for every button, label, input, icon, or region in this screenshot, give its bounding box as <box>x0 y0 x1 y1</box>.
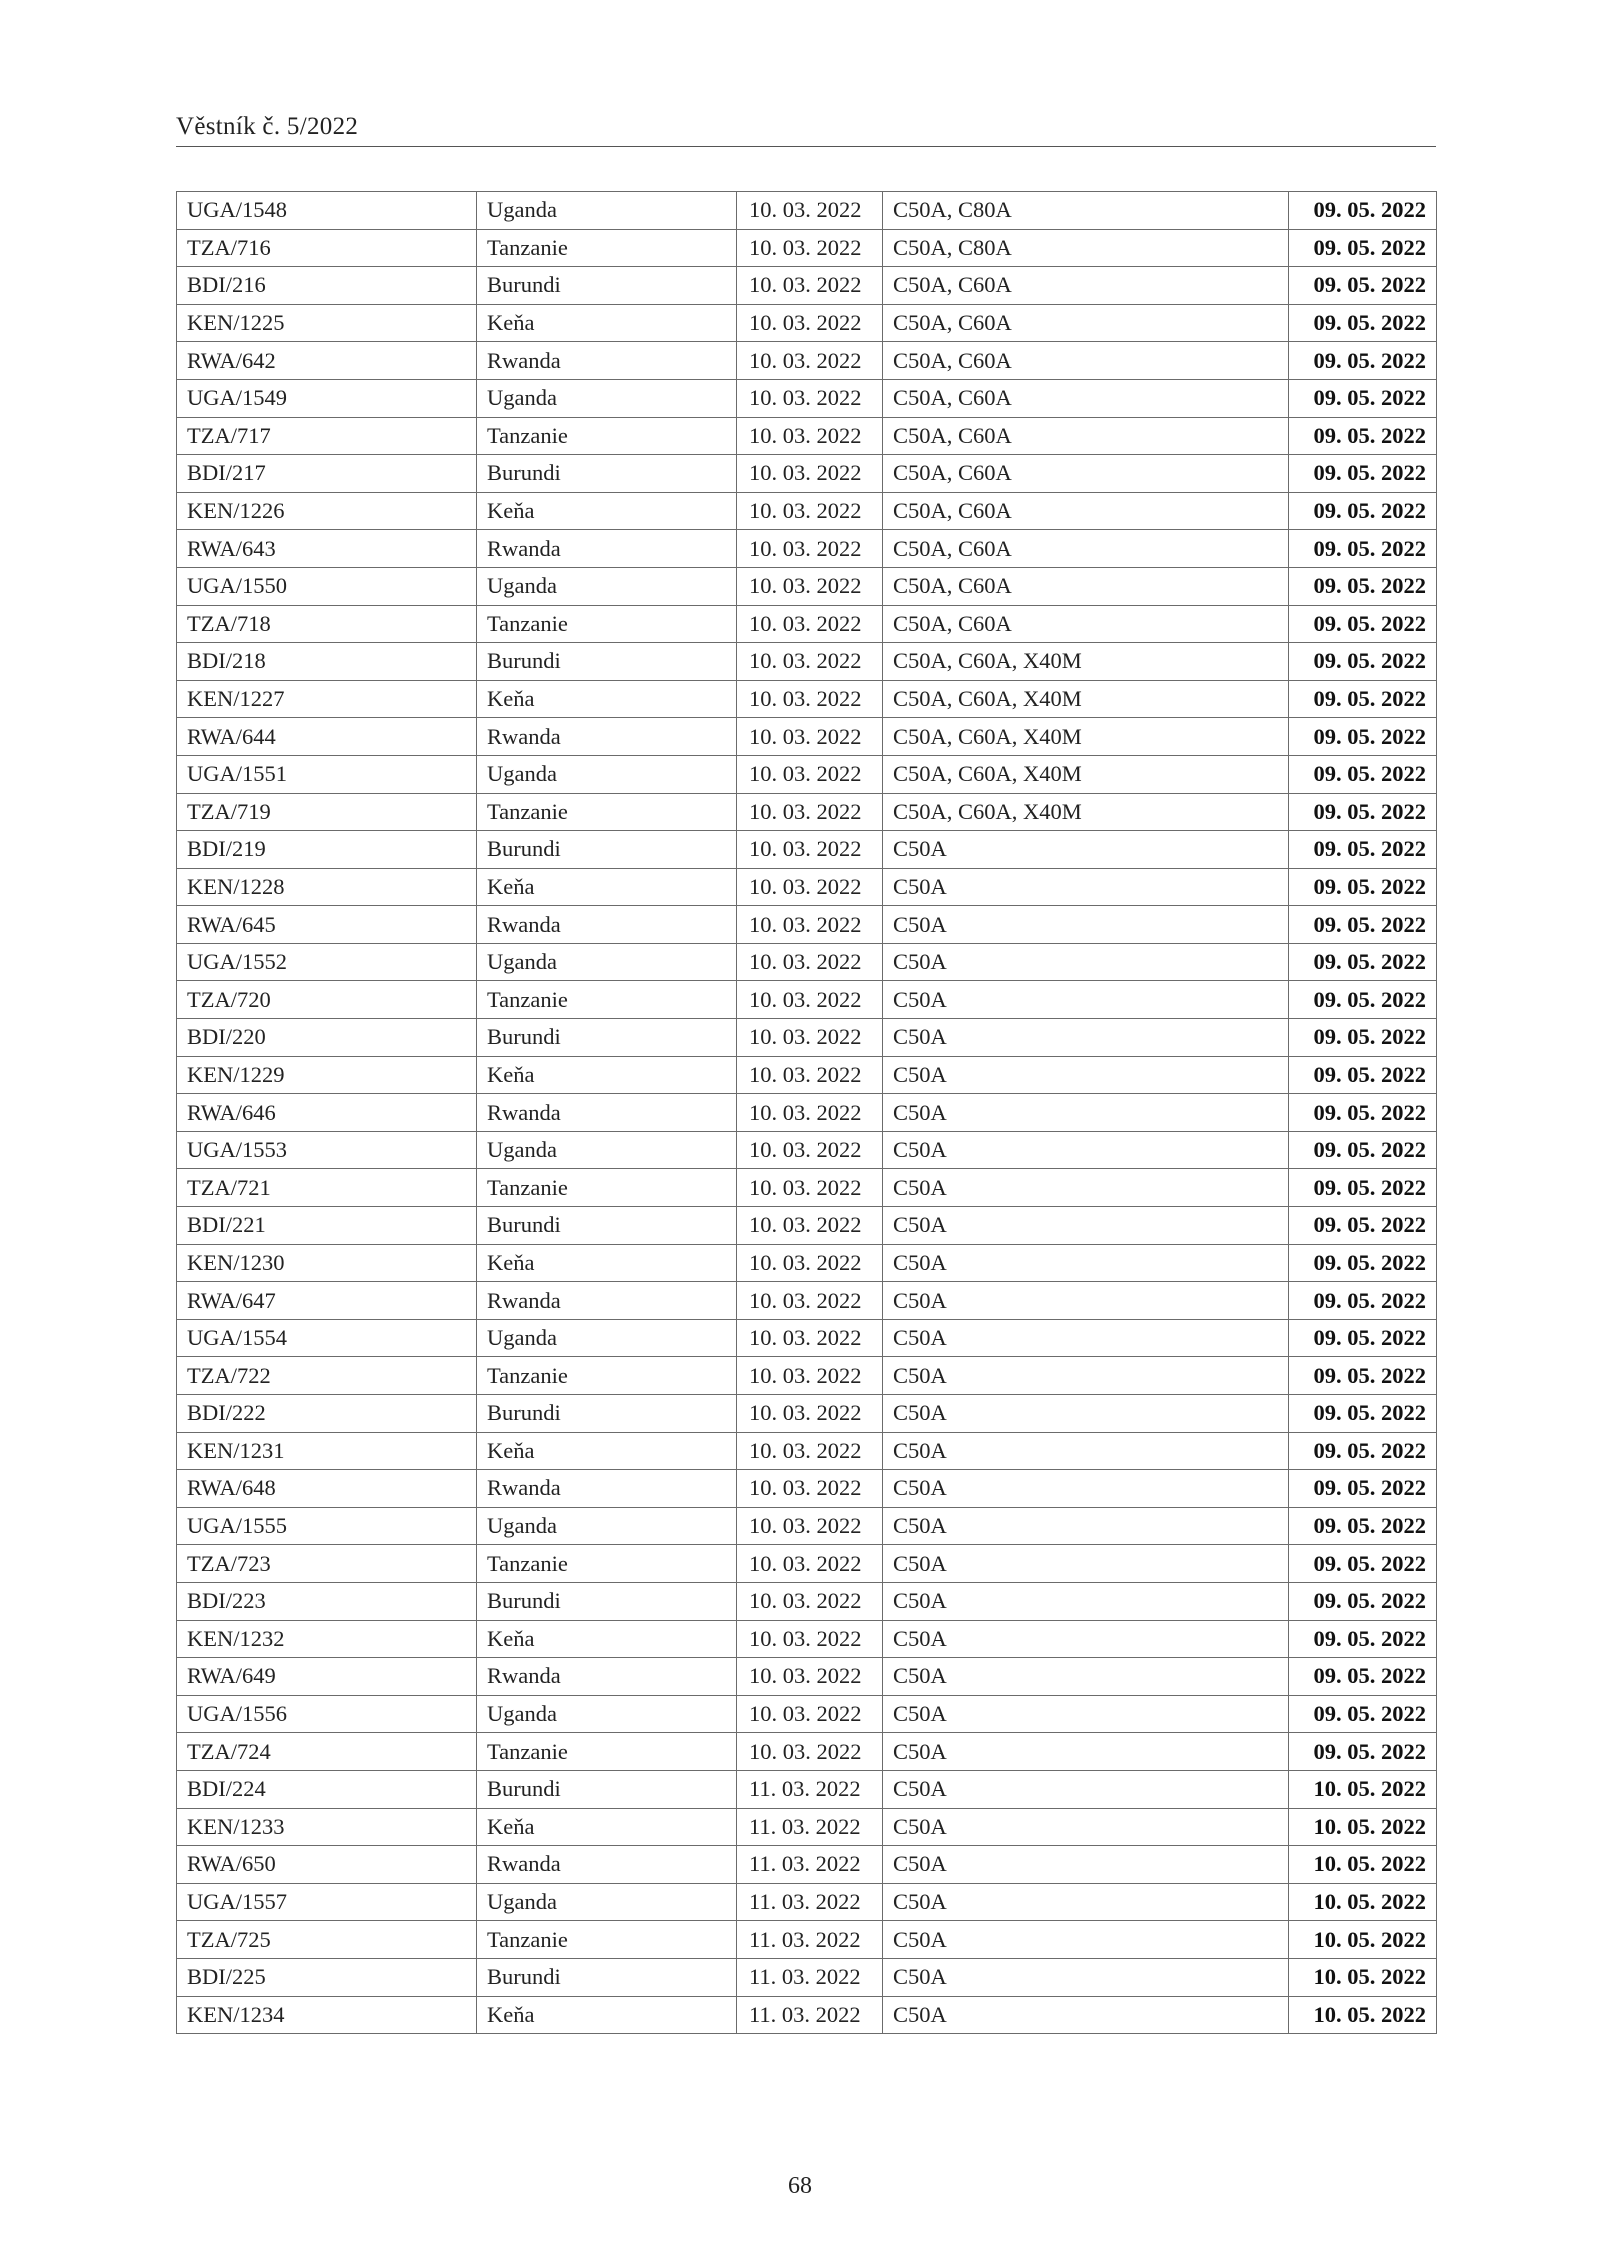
cell-country: Tanzanie <box>477 605 737 643</box>
cell-id: KEN/1225 <box>177 304 477 342</box>
cell-date: 10. 03. 2022 <box>737 1319 883 1357</box>
cell-id: TZA/724 <box>177 1733 477 1771</box>
cell-expiry: 09. 05. 2022 <box>1289 1658 1437 1696</box>
cell-country: Uganda <box>477 567 737 605</box>
table-row <box>177 1733 1437 1771</box>
cell-date: 10. 03. 2022 <box>737 267 883 305</box>
cell-codes: C50A <box>883 1094 1289 1132</box>
cell-country: Uganda <box>477 192 737 230</box>
cell-date: 10. 03. 2022 <box>737 1019 883 1057</box>
cell-country: Tanzanie <box>477 1545 737 1583</box>
cell-codes: C50A, C60A, X40M <box>883 680 1289 718</box>
records-table-body <box>177 192 1437 2034</box>
cell-country: Keňa <box>477 868 737 906</box>
cell-codes: C50A <box>883 1244 1289 1282</box>
cell-country: Keňa <box>477 1432 737 1470</box>
cell-codes: C50A <box>883 1207 1289 1245</box>
cell-expiry: 09. 05. 2022 <box>1289 1733 1437 1771</box>
cell-expiry: 09. 05. 2022 <box>1289 1695 1437 1733</box>
cell-codes: C50A <box>883 1883 1289 1921</box>
cell-codes: C50A <box>883 1846 1289 1884</box>
cell-id: UGA/1557 <box>177 1883 477 1921</box>
cell-codes: C50A <box>883 1432 1289 1470</box>
cell-id: BDI/222 <box>177 1395 477 1433</box>
cell-id: RWA/648 <box>177 1470 477 1508</box>
cell-id: BDI/221 <box>177 1207 477 1245</box>
table-row <box>177 492 1437 530</box>
cell-codes: C50A <box>883 1996 1289 2034</box>
page-number: 68 <box>788 2173 812 2199</box>
cell-expiry: 09. 05. 2022 <box>1289 267 1437 305</box>
cell-id: RWA/645 <box>177 906 477 944</box>
table-row <box>177 1282 1437 1320</box>
cell-codes: C50A, C60A <box>883 267 1289 305</box>
cell-date: 10. 03. 2022 <box>737 943 883 981</box>
cell-country: Tanzanie <box>477 793 737 831</box>
cell-date: 10. 03. 2022 <box>737 1507 883 1545</box>
cell-expiry: 09. 05. 2022 <box>1289 1319 1437 1357</box>
cell-country: Uganda <box>477 755 737 793</box>
cell-date: 10. 03. 2022 <box>737 605 883 643</box>
cell-country: Burundi <box>477 1207 737 1245</box>
table-row <box>177 1770 1437 1808</box>
cell-country: Rwanda <box>477 342 737 380</box>
cell-expiry: 09. 05. 2022 <box>1289 1470 1437 1508</box>
cell-id: UGA/1548 <box>177 192 477 230</box>
cell-date: 10. 03. 2022 <box>737 192 883 230</box>
table-row <box>177 1432 1437 1470</box>
cell-codes: C50A, C60A <box>883 417 1289 455</box>
table-row <box>177 831 1437 869</box>
cell-date: 10. 03. 2022 <box>737 680 883 718</box>
cell-country: Burundi <box>477 455 737 493</box>
cell-expiry: 09. 05. 2022 <box>1289 1019 1437 1057</box>
table-row <box>177 718 1437 756</box>
table-row <box>177 1395 1437 1433</box>
cell-date: 10. 03. 2022 <box>737 1733 883 1771</box>
cell-id: BDI/219 <box>177 831 477 869</box>
cell-country: Uganda <box>477 1131 737 1169</box>
cell-country: Rwanda <box>477 1282 737 1320</box>
cell-id: TZA/719 <box>177 793 477 831</box>
cell-codes: C50A <box>883 1658 1289 1696</box>
records-table <box>176 191 1437 2034</box>
cell-country: Keňa <box>477 1056 737 1094</box>
cell-date: 10. 03. 2022 <box>737 643 883 681</box>
cell-expiry: 09. 05. 2022 <box>1289 1282 1437 1320</box>
cell-expiry: 09. 05. 2022 <box>1289 1357 1437 1395</box>
table-row <box>177 229 1437 267</box>
cell-expiry: 09. 05. 2022 <box>1289 492 1437 530</box>
cell-id: BDI/217 <box>177 455 477 493</box>
cell-expiry: 09. 05. 2022 <box>1289 567 1437 605</box>
cell-date: 10. 03. 2022 <box>737 417 883 455</box>
table-row <box>177 1846 1437 1884</box>
cell-date: 10. 03. 2022 <box>737 793 883 831</box>
cell-country: Tanzanie <box>477 1169 737 1207</box>
cell-country: Uganda <box>477 379 737 417</box>
cell-date: 11. 03. 2022 <box>737 1958 883 1996</box>
cell-expiry: 09. 05. 2022 <box>1289 1432 1437 1470</box>
cell-codes: C50A, C60A <box>883 567 1289 605</box>
cell-date: 10. 03. 2022 <box>737 1695 883 1733</box>
cell-date: 10. 03. 2022 <box>737 1470 883 1508</box>
cell-country: Keňa <box>477 1996 737 2034</box>
cell-codes: C50A <box>883 1582 1289 1620</box>
cell-expiry: 09. 05. 2022 <box>1289 680 1437 718</box>
cell-country: Burundi <box>477 831 737 869</box>
table-row <box>177 417 1437 455</box>
cell-date: 10. 03. 2022 <box>737 831 883 869</box>
cell-expiry: 09. 05. 2022 <box>1289 868 1437 906</box>
cell-date: 11. 03. 2022 <box>737 1770 883 1808</box>
cell-codes: C50A <box>883 1695 1289 1733</box>
cell-expiry: 09. 05. 2022 <box>1289 379 1437 417</box>
cell-codes: C50A <box>883 868 1289 906</box>
cell-id: UGA/1550 <box>177 567 477 605</box>
cell-date: 10. 03. 2022 <box>737 530 883 568</box>
cell-expiry: 09. 05. 2022 <box>1289 1056 1437 1094</box>
cell-id: KEN/1233 <box>177 1808 477 1846</box>
cell-country: Tanzanie <box>477 1733 737 1771</box>
cell-codes: C50A <box>883 1620 1289 1658</box>
cell-date: 10. 03. 2022 <box>737 455 883 493</box>
table-row <box>177 1169 1437 1207</box>
cell-id: TZA/725 <box>177 1921 477 1959</box>
table-row <box>177 267 1437 305</box>
table-row <box>177 304 1437 342</box>
table-row <box>177 1319 1437 1357</box>
cell-date: 10. 03. 2022 <box>737 1169 883 1207</box>
cell-date: 10. 03. 2022 <box>737 1094 883 1132</box>
cell-id: KEN/1231 <box>177 1432 477 1470</box>
cell-expiry: 09. 05. 2022 <box>1289 1395 1437 1433</box>
cell-id: BDI/223 <box>177 1582 477 1620</box>
cell-expiry: 10. 05. 2022 <box>1289 1883 1437 1921</box>
cell-codes: C50A, C60A <box>883 342 1289 380</box>
cell-date: 10. 03. 2022 <box>737 229 883 267</box>
cell-expiry: 10. 05. 2022 <box>1289 1958 1437 1996</box>
cell-codes: C50A <box>883 1470 1289 1508</box>
cell-expiry: 09. 05. 2022 <box>1289 793 1437 831</box>
cell-country: Burundi <box>477 1770 737 1808</box>
cell-expiry: 09. 05. 2022 <box>1289 643 1437 681</box>
cell-country: Tanzanie <box>477 1921 737 1959</box>
cell-codes: C50A <box>883 1282 1289 1320</box>
cell-expiry: 09. 05. 2022 <box>1289 906 1437 944</box>
cell-date: 10. 03. 2022 <box>737 342 883 380</box>
table-row <box>177 981 1437 1019</box>
cell-codes: C50A <box>883 906 1289 944</box>
cell-date: 10. 03. 2022 <box>737 492 883 530</box>
cell-expiry: 09. 05. 2022 <box>1289 1131 1437 1169</box>
cell-country: Keňa <box>477 304 737 342</box>
cell-date: 10. 03. 2022 <box>737 1357 883 1395</box>
cell-codes: C50A <box>883 1019 1289 1057</box>
cell-date: 10. 03. 2022 <box>737 1207 883 1245</box>
cell-id: RWA/643 <box>177 530 477 568</box>
cell-codes: C50A, C60A, X40M <box>883 718 1289 756</box>
cell-codes: C50A <box>883 1357 1289 1395</box>
cell-codes: C50A, C60A, X40M <box>883 755 1289 793</box>
cell-date: 10. 03. 2022 <box>737 1282 883 1320</box>
cell-date: 11. 03. 2022 <box>737 1921 883 1959</box>
cell-country: Burundi <box>477 1019 737 1057</box>
cell-id: RWA/647 <box>177 1282 477 1320</box>
cell-id: KEN/1230 <box>177 1244 477 1282</box>
cell-date: 10. 03. 2022 <box>737 1620 883 1658</box>
cell-codes: C50A <box>883 1056 1289 1094</box>
table-row <box>177 605 1437 643</box>
cell-country: Keňa <box>477 680 737 718</box>
cell-expiry: 09. 05. 2022 <box>1289 943 1437 981</box>
cell-id: TZA/716 <box>177 229 477 267</box>
cell-date: 11. 03. 2022 <box>737 1808 883 1846</box>
cell-id: TZA/723 <box>177 1545 477 1583</box>
cell-codes: C50A, C80A <box>883 192 1289 230</box>
table-row <box>177 1244 1437 1282</box>
cell-codes: C50A, C60A <box>883 379 1289 417</box>
table-row <box>177 1921 1437 1959</box>
cell-id: BDI/218 <box>177 643 477 681</box>
cell-id: UGA/1553 <box>177 1131 477 1169</box>
cell-date: 11. 03. 2022 <box>737 1846 883 1884</box>
cell-expiry: 09. 05. 2022 <box>1289 981 1437 1019</box>
cell-expiry: 09. 05. 2022 <box>1289 417 1437 455</box>
cell-id: RWA/650 <box>177 1846 477 1884</box>
cell-id: TZA/722 <box>177 1357 477 1395</box>
cell-codes: C50A <box>883 831 1289 869</box>
cell-country: Uganda <box>477 1883 737 1921</box>
cell-codes: C50A, C60A <box>883 304 1289 342</box>
table-row <box>177 943 1437 981</box>
cell-country: Tanzanie <box>477 417 737 455</box>
cell-country: Burundi <box>477 1582 737 1620</box>
cell-id: UGA/1556 <box>177 1695 477 1733</box>
cell-id: TZA/720 <box>177 981 477 1019</box>
table-row <box>177 1695 1437 1733</box>
cell-codes: C50A <box>883 1319 1289 1357</box>
table-row <box>177 1545 1437 1583</box>
cell-codes: C50A, C60A, X40M <box>883 643 1289 681</box>
cell-id: BDI/224 <box>177 1770 477 1808</box>
table-row <box>177 567 1437 605</box>
cell-expiry: 09. 05. 2022 <box>1289 1169 1437 1207</box>
table-row <box>177 1658 1437 1696</box>
cell-expiry: 10. 05. 2022 <box>1289 1996 1437 2034</box>
cell-date: 10. 03. 2022 <box>737 1131 883 1169</box>
cell-expiry: 09. 05. 2022 <box>1289 1094 1437 1132</box>
cell-expiry: 09. 05. 2022 <box>1289 831 1437 869</box>
cell-codes: C50A <box>883 1169 1289 1207</box>
table-row <box>177 192 1437 230</box>
cell-date: 11. 03. 2022 <box>737 1996 883 2034</box>
table-row <box>177 1582 1437 1620</box>
cell-country: Keňa <box>477 1244 737 1282</box>
cell-country: Uganda <box>477 1695 737 1733</box>
table-row <box>177 1357 1437 1395</box>
cell-expiry: 10. 05. 2022 <box>1289 1846 1437 1884</box>
cell-id: BDI/220 <box>177 1019 477 1057</box>
cell-date: 10. 03. 2022 <box>737 906 883 944</box>
table-row <box>177 906 1437 944</box>
table-row <box>177 1883 1437 1921</box>
cell-codes: C50A, C80A <box>883 229 1289 267</box>
cell-expiry: 09. 05. 2022 <box>1289 605 1437 643</box>
cell-country: Tanzanie <box>477 981 737 1019</box>
cell-codes: C50A, C60A, X40M <box>883 793 1289 831</box>
table-row <box>177 379 1437 417</box>
cell-codes: C50A, C60A <box>883 455 1289 493</box>
cell-id: KEN/1232 <box>177 1620 477 1658</box>
cell-codes: C50A <box>883 1507 1289 1545</box>
cell-id: RWA/642 <box>177 342 477 380</box>
cell-id: TZA/717 <box>177 417 477 455</box>
table-row <box>177 643 1437 681</box>
cell-codes: C50A <box>883 1808 1289 1846</box>
cell-id: TZA/718 <box>177 605 477 643</box>
cell-country: Uganda <box>477 1319 737 1357</box>
cell-expiry: 09. 05. 2022 <box>1289 530 1437 568</box>
table-row <box>177 1507 1437 1545</box>
cell-country: Burundi <box>477 267 737 305</box>
cell-country: Uganda <box>477 943 737 981</box>
cell-codes: C50A, C60A <box>883 492 1289 530</box>
cell-country: Burundi <box>477 1958 737 1996</box>
table-row <box>177 1470 1437 1508</box>
cell-codes: C50A <box>883 943 1289 981</box>
cell-codes: C50A <box>883 1921 1289 1959</box>
table-row <box>177 1019 1437 1057</box>
cell-expiry: 09. 05. 2022 <box>1289 718 1437 756</box>
table-row <box>177 1996 1437 2034</box>
cell-expiry: 09. 05. 2022 <box>1289 1507 1437 1545</box>
page-title: Věstník č. 5/2022 <box>176 113 359 140</box>
cell-codes: C50A <box>883 1545 1289 1583</box>
cell-country: Rwanda <box>477 1470 737 1508</box>
table-row <box>177 1056 1437 1094</box>
cell-id: KEN/1226 <box>177 492 477 530</box>
cell-date: 10. 03. 2022 <box>737 1582 883 1620</box>
table-row <box>177 1094 1437 1132</box>
cell-codes: C50A, C60A <box>883 605 1289 643</box>
table-row <box>177 455 1437 493</box>
cell-expiry: 09. 05. 2022 <box>1289 1582 1437 1620</box>
cell-codes: C50A <box>883 1770 1289 1808</box>
cell-date: 10. 03. 2022 <box>737 379 883 417</box>
cell-id: RWA/644 <box>177 718 477 756</box>
cell-country: Tanzanie <box>477 229 737 267</box>
cell-date: 11. 03. 2022 <box>737 1883 883 1921</box>
cell-expiry: 09. 05. 2022 <box>1289 1207 1437 1245</box>
cell-country: Rwanda <box>477 718 737 756</box>
cell-codes: C50A <box>883 1131 1289 1169</box>
cell-country: Rwanda <box>477 1846 737 1884</box>
table-row <box>177 1207 1437 1245</box>
table-row <box>177 1958 1437 1996</box>
cell-id: RWA/649 <box>177 1658 477 1696</box>
cell-id: RWA/646 <box>177 1094 477 1132</box>
cell-codes: C50A <box>883 981 1289 1019</box>
cell-id: UGA/1555 <box>177 1507 477 1545</box>
cell-date: 10. 03. 2022 <box>737 567 883 605</box>
cell-country: Rwanda <box>477 530 737 568</box>
cell-expiry: 09. 05. 2022 <box>1289 229 1437 267</box>
table-row <box>177 1131 1437 1169</box>
cell-country: Keňa <box>477 1808 737 1846</box>
cell-id: KEN/1228 <box>177 868 477 906</box>
cell-id: BDI/216 <box>177 267 477 305</box>
cell-date: 10. 03. 2022 <box>737 868 883 906</box>
cell-country: Tanzanie <box>477 1357 737 1395</box>
cell-expiry: 10. 05. 2022 <box>1289 1808 1437 1846</box>
cell-date: 10. 03. 2022 <box>737 1658 883 1696</box>
cell-codes: C50A, C60A <box>883 530 1289 568</box>
cell-id: UGA/1552 <box>177 943 477 981</box>
table-row <box>177 793 1437 831</box>
cell-id: UGA/1554 <box>177 1319 477 1357</box>
cell-country: Keňa <box>477 492 737 530</box>
cell-id: TZA/721 <box>177 1169 477 1207</box>
cell-country: Uganda <box>477 1507 737 1545</box>
cell-date: 10. 03. 2022 <box>737 1432 883 1470</box>
cell-country: Rwanda <box>477 1658 737 1696</box>
cell-date: 10. 03. 2022 <box>737 981 883 1019</box>
table-row <box>177 755 1437 793</box>
cell-date: 10. 03. 2022 <box>737 1545 883 1583</box>
cell-id: KEN/1229 <box>177 1056 477 1094</box>
cell-expiry: 09. 05. 2022 <box>1289 342 1437 380</box>
cell-expiry: 10. 05. 2022 <box>1289 1921 1437 1959</box>
table-row <box>177 868 1437 906</box>
table-row <box>177 680 1437 718</box>
cell-id: UGA/1551 <box>177 755 477 793</box>
cell-expiry: 09. 05. 2022 <box>1289 304 1437 342</box>
table-row <box>177 530 1437 568</box>
cell-id: KEN/1234 <box>177 1996 477 2034</box>
cell-country: Burundi <box>477 643 737 681</box>
cell-date: 10. 03. 2022 <box>737 1244 883 1282</box>
cell-date: 10. 03. 2022 <box>737 718 883 756</box>
cell-codes: C50A <box>883 1395 1289 1433</box>
cell-expiry: 09. 05. 2022 <box>1289 755 1437 793</box>
cell-id: UGA/1549 <box>177 379 477 417</box>
cell-expiry: 09. 05. 2022 <box>1289 1620 1437 1658</box>
cell-country: Keňa <box>477 1620 737 1658</box>
cell-date: 10. 03. 2022 <box>737 1056 883 1094</box>
table-row <box>177 342 1437 380</box>
table-row <box>177 1620 1437 1658</box>
cell-date: 10. 03. 2022 <box>737 1395 883 1433</box>
cell-expiry: 09. 05. 2022 <box>1289 455 1437 493</box>
cell-country: Burundi <box>477 1395 737 1433</box>
cell-codes: C50A <box>883 1733 1289 1771</box>
page-header <box>176 112 1436 147</box>
cell-expiry: 09. 05. 2022 <box>1289 1244 1437 1282</box>
cell-date: 10. 03. 2022 <box>737 304 883 342</box>
cell-id: KEN/1227 <box>177 680 477 718</box>
cell-codes: C50A <box>883 1958 1289 1996</box>
cell-id: BDI/225 <box>177 1958 477 1996</box>
table-row <box>177 1808 1437 1846</box>
cell-expiry: 09. 05. 2022 <box>1289 192 1437 230</box>
cell-expiry: 10. 05. 2022 <box>1289 1770 1437 1808</box>
cell-expiry: 09. 05. 2022 <box>1289 1545 1437 1583</box>
cell-country: Rwanda <box>477 906 737 944</box>
cell-date: 10. 03. 2022 <box>737 755 883 793</box>
cell-country: Rwanda <box>477 1094 737 1132</box>
